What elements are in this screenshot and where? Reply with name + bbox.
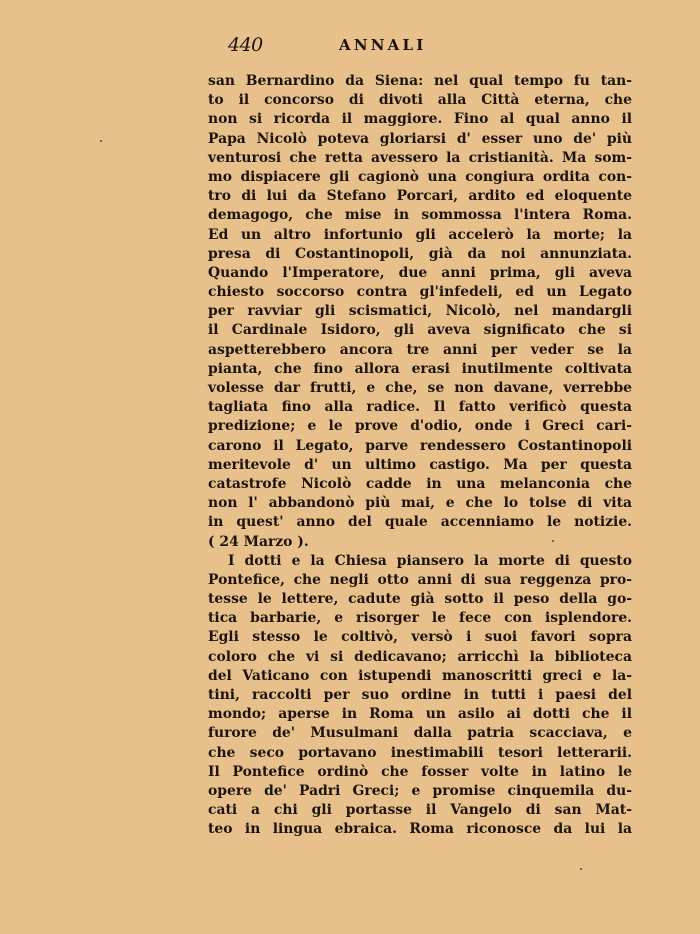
text-line: san Bernardino da Siena: nel qual tempo fu tan- bbox=[208, 73, 632, 89]
text-line: non l' abbandonò più mai, e che lo tolse di vita bbox=[208, 495, 632, 512]
page-number: 440 bbox=[228, 34, 263, 56]
text-line: tesse le lettere, cadute già sotto il peso della go- bbox=[208, 591, 632, 608]
text-line: tini, raccolti per suo ordine in tutti i paesi del bbox=[208, 687, 632, 703]
text-line: in quest' anno del quale accenniamo le notizie. bbox=[208, 514, 632, 531]
paper-speck bbox=[100, 140, 102, 142]
text-line: chiesto soccorso contra gl'infedeli, ed un Legato bbox=[208, 284, 632, 301]
text-line: catastrofe Nicolò cadde in una melanconia che bbox=[208, 475, 632, 492]
text-line: cati a chi gli portasse il Vangelo di san Mat- bbox=[208, 802, 632, 819]
text-line: teo in lingua ebraica. Roma riconosce da lui la bbox=[208, 821, 632, 838]
text-line: meritevole d' un ultimo castigo. Ma per questa bbox=[208, 456, 632, 473]
page-header bbox=[228, 34, 488, 60]
text-line: carono il Legato, parve rendessero Costantinopoli bbox=[208, 437, 632, 454]
text-line: Ed un altro infortunio gli accelerò la morte; la bbox=[208, 226, 632, 243]
text-line: volesse dar frutti, e che, se non davane, verrebbe bbox=[208, 380, 632, 396]
text-line: mondo; aperse in Roma un asilo ai dotti che il bbox=[208, 706, 632, 723]
text-line: Papa Nicolò poteva gloriarsi d' esser uno de' più bbox=[208, 130, 632, 147]
text-line: to il concorso di divoti alla Città eterna, che bbox=[208, 92, 632, 109]
text-line: non si ricorda il maggiore. Fino al qual anno il bbox=[208, 111, 632, 128]
text-line: Il Pontefice ordinò che fosser volte in latino le bbox=[208, 763, 632, 780]
text-line: che seco portavano inestimabili tesori letterarii. bbox=[208, 744, 632, 761]
text-line: demagogo, che mise in sommossa l'intera Roma. bbox=[208, 207, 632, 224]
text-line: predizione; e le prove d'odio, onde i Greci cari- bbox=[208, 418, 632, 435]
body-text bbox=[208, 72, 632, 840]
paragraph-end-line: ( 24 Marzo ). bbox=[208, 533, 309, 550]
text-line: del Vaticano con istupendi manoscritti greci e la- bbox=[208, 667, 632, 684]
text-line: presa di Costantinopoli, già da noi annunziata. bbox=[208, 245, 632, 262]
text-line: venturosi che retta avessero la cristianità. Ma som- bbox=[208, 149, 632, 166]
text-line: il Cardinale Isidoro, gli aveva significato che si bbox=[208, 322, 632, 339]
text-line: tica barbarie, e risorger le fece con isplendore. bbox=[208, 610, 632, 627]
text-line: Egli stesso le coltivò, versò i suoi favori sopra bbox=[208, 629, 632, 646]
text-line: per ravviar gli scismatici, Nicolò, nel mandargli bbox=[208, 303, 632, 320]
text-line: tagliata fino alla radice. Il fatto verificò questa bbox=[208, 399, 632, 416]
text-line: pianta, che fino allora erasi inutilmente coltivata bbox=[208, 360, 632, 377]
text-line: tro di lui da Stefano Porcari, ardito ed eloquente bbox=[208, 188, 632, 205]
text-line: Quando l'Imperatore, due anni prima, gli aveva bbox=[208, 264, 632, 281]
text-line: furore de' Musulmani dalla patria scacciava, e bbox=[208, 725, 632, 742]
paragraph-first-line: I dotti e la Chiesa piansero la morte di questo bbox=[228, 552, 632, 569]
text-line: coloro che vi si dedicavano; arricchì la biblioteca bbox=[208, 648, 632, 665]
text-line: opere de' Padri Greci; e promise cinquemila du- bbox=[208, 782, 632, 799]
text-line: aspetterebbero ancora tre anni per veder se la bbox=[208, 341, 632, 358]
text-line: Pontefice, che negli otto anni di sua reggenza pro- bbox=[208, 571, 632, 588]
text-line: mo dispiacere gli cagionò una congiura ordita con- bbox=[208, 168, 632, 185]
paper-speck bbox=[552, 540, 554, 542]
paper-speck bbox=[580, 868, 582, 870]
running-head: ANNALI bbox=[339, 36, 427, 54]
